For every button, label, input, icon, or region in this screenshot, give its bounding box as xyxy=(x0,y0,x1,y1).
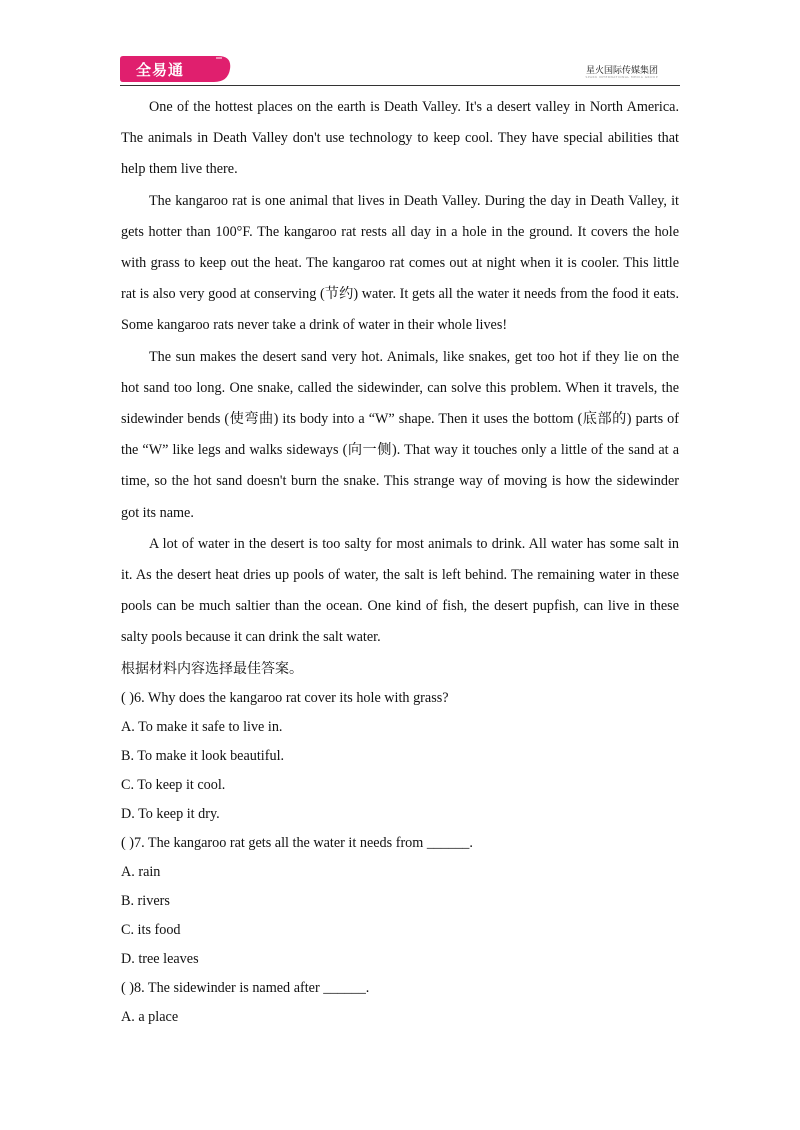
answer-option: A. rain xyxy=(121,863,161,880)
question-stem: ( )6. Why does the kangaroo rat cover its hole with grass? xyxy=(121,689,449,706)
answer-option: C. its food xyxy=(121,921,181,938)
passage-paragraph: One of the hottest places on the earth is Death Valley. It's a desert valley in North America. The animals in Death Valley don't use technology to keep cool. They have special abilities that help them live there. xyxy=(121,99,679,178)
instruction-text: 根据材料内容选择最佳答案。 xyxy=(121,660,303,677)
brand-logo xyxy=(120,56,232,82)
reading-passage xyxy=(121,92,679,654)
question-6 xyxy=(121,684,679,829)
publisher-subtitle: SPARK INTERNATIONAL MEDIA GROUP xyxy=(585,75,658,79)
question-stem: ( )8. The sidewinder is named after ______. xyxy=(121,979,370,996)
answer-option: B. To make it look beautiful. xyxy=(121,747,285,764)
publisher-name: 星火国际传媒集团 xyxy=(585,66,658,76)
answer-option: B. rivers xyxy=(121,892,170,909)
page-header xyxy=(120,56,680,86)
passage-paragraph: A lot of water in the desert is too salty for most animals to drink. All water has some salt in it. As the desert heat dries up pools of water, the salt is left behind. The remaining water in these pools can be much saltier than the ocean. One kind of fish, the desert pupfish, can live in these salty pools because it can drink the salt water. xyxy=(121,535,679,646)
answer-option: A. a place xyxy=(121,1008,179,1025)
passage-paragraph: The sun makes the desert sand very hot. Animals, like snakes, get too hot if they lie on the hot sand too long. One snake, called the sidewinder, can solve this problem. When it travels, the sidewinder bends (使弯曲) its body into a “W” shape. Then it uses the bottom (底部的) parts of the “W” like legs and walks sideways (向一侧). That way it touches only a little of the sand at a time, so the hot sand doesn't burn the snake. This strange way of moving is how the sidewinder got its name. xyxy=(121,348,679,521)
question-7 xyxy=(121,829,679,974)
answer-option: D. To keep it dry. xyxy=(121,805,220,822)
answer-option: D. tree leaves xyxy=(121,950,199,967)
document-body xyxy=(121,92,679,1032)
question-stem: ( )7. The kangaroo rat gets all the water it needs from ______. xyxy=(121,834,473,851)
question-8 xyxy=(121,974,679,1032)
header-rule xyxy=(120,85,680,86)
logo-text: 全易通 xyxy=(136,61,185,79)
answer-option: A. To make it safe to live in. xyxy=(121,718,283,735)
passage-paragraph: The kangaroo rat is one animal that lives in Death Valley. During the day in Death Valley, it gets hotter than 100°F. The kangaroo rat rests all day in a hole in the ground. It covers the hole with grass to keep out the heat. The kangaroo rat comes out at night when it is cooler. This little rat is also very good at conserving (节约) water. It gets all the water it needs from the food it eats. Some kangaroo rats never take a drink of water in their whole lives! xyxy=(121,192,679,334)
answer-option: C. To keep it cool. xyxy=(121,776,226,793)
